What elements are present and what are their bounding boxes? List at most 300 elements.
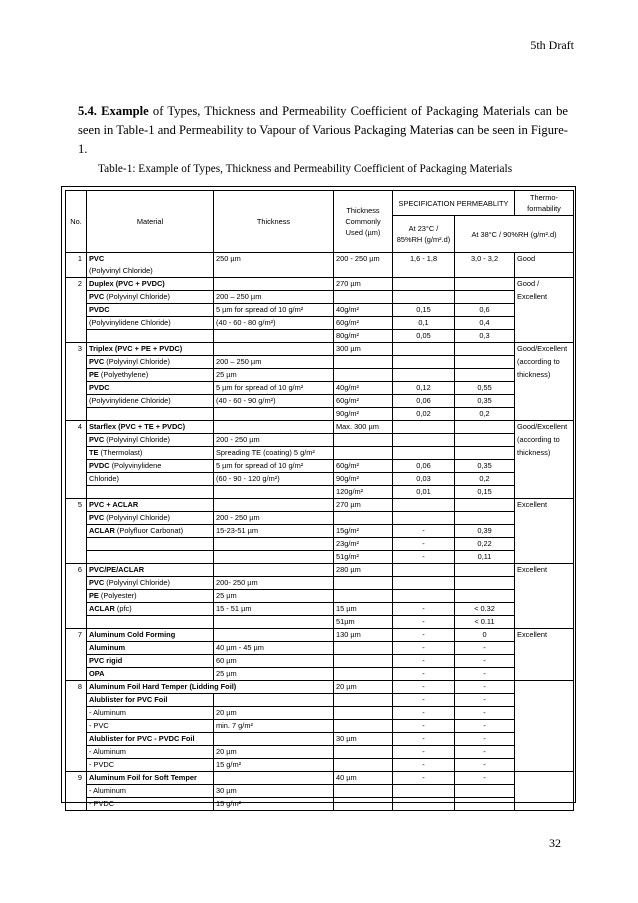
cell-perm-38 bbox=[455, 564, 515, 577]
cell-thickness-used bbox=[334, 265, 393, 278]
section-number: 5.4. bbox=[78, 104, 97, 118]
cell-perm-23 bbox=[393, 356, 455, 369]
cell-thickness: 5 µm for spread of 10 g/m² bbox=[214, 460, 334, 473]
table-row bbox=[66, 785, 574, 798]
table-row bbox=[66, 512, 574, 525]
cell-thickness-used: 40g/m² bbox=[334, 382, 393, 395]
cell-thickness-used: 90g/m² bbox=[334, 473, 393, 486]
cell-thickness-used bbox=[334, 759, 393, 772]
material-name: PE bbox=[89, 591, 99, 600]
header-thickness-used: Thickness Commonly Used (µm) bbox=[334, 191, 393, 253]
table-row bbox=[66, 447, 574, 460]
cell-perm-38: 3,0 - 3,2 bbox=[455, 253, 515, 266]
cell-thermoformability bbox=[515, 538, 574, 551]
cell-thermoformability: Excellent bbox=[515, 629, 574, 642]
cell-no bbox=[66, 707, 87, 720]
table-row bbox=[66, 551, 574, 564]
cell-perm-38 bbox=[455, 785, 515, 798]
cell-material bbox=[87, 278, 214, 291]
cell-thermoformability: (according to bbox=[515, 434, 574, 447]
table-row bbox=[66, 421, 574, 434]
table-row bbox=[66, 798, 574, 811]
header-no: No. bbox=[66, 191, 87, 253]
material-name: (Polyvinylidene Chloride) bbox=[89, 396, 171, 405]
cell-perm-38: - bbox=[455, 668, 515, 681]
cell-material bbox=[87, 343, 214, 356]
material-name: Triplex (PVC + PE + PVDC) bbox=[89, 344, 183, 353]
cell-thickness-used: 80g/m² bbox=[334, 330, 393, 343]
material-detail: (Thermolast) bbox=[98, 448, 143, 457]
cell-perm-38: - bbox=[455, 642, 515, 655]
cell-thickness-used: 60g/m² bbox=[334, 460, 393, 473]
cell-perm-38 bbox=[455, 356, 515, 369]
cell-perm-38 bbox=[455, 278, 515, 291]
table-row bbox=[66, 330, 574, 343]
material-name: Aluminum Cold Forming bbox=[89, 630, 176, 639]
cell-thickness: 25 µm bbox=[214, 590, 334, 603]
cell-thickness: 5 µm for spread of 10 g/m² bbox=[214, 382, 334, 395]
table-row bbox=[66, 525, 574, 538]
cell-material bbox=[87, 525, 214, 538]
table-row bbox=[66, 343, 574, 356]
table-row bbox=[66, 538, 574, 551]
cell-no bbox=[66, 655, 87, 668]
cell-perm-38: 0 bbox=[455, 629, 515, 642]
cell-thickness bbox=[214, 538, 334, 551]
cell-thermoformability bbox=[515, 577, 574, 590]
cell-thermoformability: Good bbox=[515, 253, 574, 266]
cell-thermoformability bbox=[515, 551, 574, 564]
table-frame bbox=[61, 186, 576, 808]
cell-thickness-used: 20 µm bbox=[334, 681, 393, 694]
cell-thickness: 250 µm bbox=[214, 253, 334, 266]
table-row bbox=[66, 253, 574, 266]
material-name: PVC bbox=[89, 357, 105, 366]
cell-no: 3 bbox=[66, 343, 87, 356]
cell-material bbox=[87, 590, 214, 603]
cell-material bbox=[87, 577, 214, 590]
material-name: Duplex (PVC + PVDC) bbox=[89, 279, 165, 288]
cell-no bbox=[66, 733, 87, 746]
material-name: - Aluminum bbox=[89, 747, 126, 756]
cell-no bbox=[66, 590, 87, 603]
cell-thickness: (40 - 60 - 90 g/m²) bbox=[214, 395, 334, 408]
cell-thermoformability bbox=[515, 395, 574, 408]
cell-thickness bbox=[214, 564, 334, 577]
cell-thermoformability bbox=[515, 473, 574, 486]
cell-material bbox=[87, 253, 214, 266]
cell-perm-38: - bbox=[455, 733, 515, 746]
material-name: TE bbox=[89, 448, 99, 457]
material-name: PVC/PE/ACLAR bbox=[89, 565, 145, 574]
cell-material bbox=[87, 759, 214, 772]
material-detail: (Polyvinyl Chloride) bbox=[104, 292, 170, 301]
cell-thickness: 5 µm for spread of 10 g/m² bbox=[214, 304, 334, 317]
table-row bbox=[66, 304, 574, 317]
cell-thickness-used: 23g/m² bbox=[334, 538, 393, 551]
cell-perm-23: 0,06 bbox=[393, 395, 455, 408]
cell-material bbox=[87, 603, 214, 616]
cell-perm-38 bbox=[455, 499, 515, 512]
cell-perm-38: 0,6 bbox=[455, 304, 515, 317]
material-name: Aluminum Foil Hard Temper (Lidding Foil) bbox=[89, 682, 237, 691]
cell-perm-38: - bbox=[455, 772, 515, 785]
cell-thickness bbox=[214, 408, 334, 421]
cell-perm-23: - bbox=[393, 772, 455, 785]
cell-thickness-used: 130 µm bbox=[334, 629, 393, 642]
table-row bbox=[66, 499, 574, 512]
cell-thermoformability bbox=[515, 265, 574, 278]
material-name: Starflex (PVC + TE + PVDC) bbox=[89, 422, 186, 431]
cell-perm-23 bbox=[393, 512, 455, 525]
cell-thermoformability bbox=[515, 798, 574, 811]
cell-thickness bbox=[214, 421, 334, 434]
cell-material bbox=[87, 733, 214, 746]
cell-thickness-used: 40g/m² bbox=[334, 304, 393, 317]
cell-no: 9 bbox=[66, 772, 87, 785]
cell-no: 7 bbox=[66, 629, 87, 642]
material-detail: (Polyfluor Carbonat) bbox=[114, 526, 184, 535]
table-row bbox=[66, 265, 574, 278]
cell-thermoformability bbox=[515, 694, 574, 707]
header-at-23: At 23°C / 85%RH (g/m².d) bbox=[393, 216, 455, 253]
cell-material bbox=[87, 512, 214, 525]
material-name: PVDC bbox=[89, 305, 110, 314]
cell-perm-38 bbox=[455, 512, 515, 525]
material-name: PVC bbox=[89, 254, 105, 263]
material-name: PVC + ACLAR bbox=[89, 500, 139, 509]
table-row bbox=[66, 668, 574, 681]
cell-thickness-used bbox=[334, 694, 393, 707]
cell-thermoformability bbox=[515, 603, 574, 616]
cell-thickness: min. 7 g/m² bbox=[214, 720, 334, 733]
cell-perm-23: 0,06 bbox=[393, 460, 455, 473]
cell-perm-23: - bbox=[393, 759, 455, 772]
table-row bbox=[66, 291, 574, 304]
cell-perm-23: 1,6 - 1,8 bbox=[393, 253, 455, 266]
cell-no bbox=[66, 356, 87, 369]
cell-thickness bbox=[214, 629, 334, 642]
draft-header: 5th Draft bbox=[530, 38, 574, 52]
material-detail: (Polyvinyl Chloride) bbox=[104, 357, 170, 366]
cell-thermoformability: Excellent bbox=[515, 499, 574, 512]
cell-thickness: 200 - 250 µm bbox=[214, 434, 334, 447]
cell-thickness-used bbox=[334, 512, 393, 525]
material-name: - Aluminum bbox=[89, 786, 126, 795]
cell-thermoformability bbox=[515, 772, 574, 785]
cell-material bbox=[87, 720, 214, 733]
cell-thickness-used bbox=[334, 291, 393, 304]
cell-thickness: (40 - 60 - 80 g/m²) bbox=[214, 317, 334, 330]
cell-thermoformability bbox=[515, 304, 574, 317]
table-body bbox=[66, 253, 574, 811]
table-row bbox=[66, 746, 574, 759]
cell-perm-23 bbox=[393, 447, 455, 460]
material-name: PVC rigid bbox=[89, 656, 123, 665]
cell-thickness bbox=[214, 486, 334, 499]
cell-thickness: 40 µm - 45 µm bbox=[214, 642, 334, 655]
cell-thickness-used: 280 µm bbox=[334, 564, 393, 577]
cell-thickness-used: 300 µm bbox=[334, 343, 393, 356]
cell-material bbox=[87, 473, 214, 486]
cell-perm-23: - bbox=[393, 746, 455, 759]
cell-thickness-used: 30 µm bbox=[334, 733, 393, 746]
cell-no bbox=[66, 447, 87, 460]
material-name: - PVC bbox=[89, 721, 109, 730]
table-row bbox=[66, 395, 574, 408]
material-name: (Polyvinylidene Chloride) bbox=[89, 318, 171, 327]
cell-perm-23 bbox=[393, 343, 455, 356]
table-row bbox=[66, 408, 574, 421]
cell-perm-38: - bbox=[455, 759, 515, 772]
cell-thickness-used bbox=[334, 655, 393, 668]
cell-perm-23 bbox=[393, 369, 455, 382]
cell-perm-23 bbox=[393, 577, 455, 590]
header-specification: SPECIFICATION PERMEABLITY bbox=[393, 191, 515, 216]
packaging-table bbox=[65, 190, 574, 811]
table-row bbox=[66, 655, 574, 668]
cell-thermoformability: thickness) bbox=[515, 447, 574, 460]
material-detail: (Polyethylene) bbox=[98, 370, 149, 379]
cell-no bbox=[66, 785, 87, 798]
cell-material bbox=[87, 317, 214, 330]
cell-thickness-used bbox=[334, 356, 393, 369]
material-detail: (pfc) bbox=[114, 604, 132, 613]
cell-thickness-used: 60g/m² bbox=[334, 317, 393, 330]
cell-thermoformability bbox=[515, 733, 574, 746]
cell-thickness bbox=[214, 551, 334, 564]
intro-bold-s: s bbox=[448, 123, 454, 137]
cell-material bbox=[87, 785, 214, 798]
cell-thermoformability bbox=[515, 785, 574, 798]
cell-material bbox=[87, 629, 214, 642]
cell-no bbox=[66, 291, 87, 304]
cell-perm-23 bbox=[393, 291, 455, 304]
material-detail: (Polyester) bbox=[98, 591, 137, 600]
cell-thermoformability bbox=[515, 317, 574, 330]
cell-thickness: 25 µm bbox=[214, 668, 334, 681]
table-caption: Table-1: Example of Types, Thickness and Permeability Coefficient of Packaging Materials bbox=[98, 163, 513, 175]
material-detail: (Polyvinyl Chloride) bbox=[104, 435, 170, 444]
cell-thickness-used bbox=[334, 668, 393, 681]
cell-thickness-used: 15 µm bbox=[334, 603, 393, 616]
cell-no bbox=[66, 577, 87, 590]
cell-thickness: 200- 250 µm bbox=[214, 577, 334, 590]
cell-thickness: 15 g/m² bbox=[214, 798, 334, 811]
cell-perm-23: - bbox=[393, 681, 455, 694]
cell-thermoformability: thickness) bbox=[515, 369, 574, 382]
cell-thickness: 20 µm bbox=[214, 707, 334, 720]
cell-material bbox=[87, 746, 214, 759]
cell-thermoformability bbox=[515, 720, 574, 733]
cell-no bbox=[66, 759, 87, 772]
cell-thermoformability bbox=[515, 382, 574, 395]
cell-material bbox=[87, 564, 214, 577]
table-row bbox=[66, 460, 574, 473]
cell-thickness bbox=[214, 772, 334, 785]
material-name: Chloride) bbox=[89, 474, 119, 483]
cell-perm-38 bbox=[455, 590, 515, 603]
cell-material bbox=[87, 499, 214, 512]
cell-thickness bbox=[214, 330, 334, 343]
cell-thermoformability: Good/Excellent bbox=[515, 421, 574, 434]
cell-perm-23: - bbox=[393, 655, 455, 668]
cell-thickness-used: 40 µm bbox=[334, 772, 393, 785]
cell-no bbox=[66, 525, 87, 538]
cell-no: 5 bbox=[66, 499, 87, 512]
cell-thickness-used: 51µm bbox=[334, 616, 393, 629]
header-thermoformability: Thermo-formability bbox=[515, 191, 574, 216]
cell-perm-23: - bbox=[393, 525, 455, 538]
cell-no bbox=[66, 616, 87, 629]
material-name: PVC bbox=[89, 292, 105, 301]
cell-thickness: 20 µm bbox=[214, 746, 334, 759]
table-row bbox=[66, 707, 574, 720]
cell-material bbox=[87, 291, 214, 304]
cell-perm-38 bbox=[455, 421, 515, 434]
cell-thickness-used: 120g/m² bbox=[334, 486, 393, 499]
cell-thickness-used: 200 - 250 µm bbox=[334, 253, 393, 266]
cell-no bbox=[66, 382, 87, 395]
cell-perm-38 bbox=[455, 343, 515, 356]
cell-perm-23: - bbox=[393, 642, 455, 655]
cell-perm-38: - bbox=[455, 707, 515, 720]
cell-perm-38: 0,2 bbox=[455, 473, 515, 486]
cell-thermoformability: Excellent bbox=[515, 291, 574, 304]
cell-perm-23: - bbox=[393, 694, 455, 707]
cell-perm-38: 0,22 bbox=[455, 538, 515, 551]
cell-no bbox=[66, 798, 87, 811]
table-row bbox=[66, 486, 574, 499]
cell-material bbox=[87, 395, 214, 408]
table-row bbox=[66, 629, 574, 642]
cell-perm-38: 0,15 bbox=[455, 486, 515, 499]
cell-material bbox=[87, 447, 214, 460]
cell-material bbox=[87, 408, 214, 421]
table-row bbox=[66, 681, 574, 694]
table-header bbox=[66, 191, 574, 253]
cell-thermoformability bbox=[515, 668, 574, 681]
material-name: Alublister for PVC - PVDC Foil bbox=[89, 734, 195, 743]
material-name: PVC bbox=[89, 578, 105, 587]
cell-perm-38: 0,4 bbox=[455, 317, 515, 330]
cell-material bbox=[87, 265, 214, 278]
cell-no: 1 bbox=[66, 253, 87, 266]
cell-thermoformability: Good/Excellent bbox=[515, 343, 574, 356]
cell-perm-23: 0,03 bbox=[393, 473, 455, 486]
cell-thickness: (60 - 90 - 120 g/m²) bbox=[214, 473, 334, 486]
cell-perm-23: - bbox=[393, 603, 455, 616]
cell-no bbox=[66, 369, 87, 382]
cell-perm-23: 0,01 bbox=[393, 486, 455, 499]
cell-perm-38 bbox=[455, 447, 515, 460]
cell-perm-23 bbox=[393, 265, 455, 278]
table-row bbox=[66, 733, 574, 746]
cell-material bbox=[87, 551, 214, 564]
cell-material bbox=[87, 694, 214, 707]
table-row bbox=[66, 603, 574, 616]
cell-perm-38 bbox=[455, 265, 515, 278]
cell-material bbox=[87, 421, 214, 434]
cell-thermoformability bbox=[515, 655, 574, 668]
cell-thickness-used bbox=[334, 577, 393, 590]
material-name: ACLAR bbox=[89, 604, 115, 613]
cell-thickness-used bbox=[334, 785, 393, 798]
cell-perm-23 bbox=[393, 499, 455, 512]
cell-no bbox=[66, 395, 87, 408]
cell-thickness: 15 g/m² bbox=[214, 759, 334, 772]
cell-perm-38: - bbox=[455, 681, 515, 694]
table-row bbox=[66, 759, 574, 772]
cell-thermoformability bbox=[515, 460, 574, 473]
cell-perm-23: - bbox=[393, 707, 455, 720]
material-name: - Aluminum bbox=[89, 708, 126, 717]
cell-perm-23: - bbox=[393, 629, 455, 642]
cell-thickness-used bbox=[334, 720, 393, 733]
material-name: (Polyvinyl Chloride) bbox=[89, 266, 153, 275]
table-row bbox=[66, 772, 574, 785]
cell-thickness-used bbox=[334, 707, 393, 720]
cell-material bbox=[87, 668, 214, 681]
cell-no bbox=[66, 551, 87, 564]
cell-thickness bbox=[214, 278, 334, 291]
cell-no bbox=[66, 486, 87, 499]
table-row bbox=[66, 434, 574, 447]
cell-thickness: 200 – 250 µm bbox=[214, 356, 334, 369]
cell-thickness: 15 - 51 µm bbox=[214, 603, 334, 616]
cell-thermoformability bbox=[515, 616, 574, 629]
cell-perm-23: - bbox=[393, 538, 455, 551]
cell-perm-38: 0,2 bbox=[455, 408, 515, 421]
cell-thermoformability bbox=[515, 486, 574, 499]
cell-thickness-used: 15g/m² bbox=[334, 525, 393, 538]
cell-thickness-used bbox=[334, 642, 393, 655]
cell-perm-23: 0,05 bbox=[393, 330, 455, 343]
table-row bbox=[66, 590, 574, 603]
cell-perm-23: - bbox=[393, 616, 455, 629]
table-row bbox=[66, 382, 574, 395]
cell-thermoformability bbox=[515, 330, 574, 343]
table-row bbox=[66, 616, 574, 629]
cell-no bbox=[66, 694, 87, 707]
cell-perm-23: - bbox=[393, 551, 455, 564]
cell-material bbox=[87, 460, 214, 473]
table-row bbox=[66, 278, 574, 291]
cell-material bbox=[87, 356, 214, 369]
cell-perm-23: 0,1 bbox=[393, 317, 455, 330]
example-keyword: Example bbox=[101, 104, 149, 118]
cell-thickness bbox=[214, 616, 334, 629]
cell-thickness-used bbox=[334, 369, 393, 382]
cell-no bbox=[66, 317, 87, 330]
cell-no bbox=[66, 720, 87, 733]
table-row bbox=[66, 356, 574, 369]
cell-perm-23: - bbox=[393, 720, 455, 733]
cell-perm-38 bbox=[455, 291, 515, 304]
cell-perm-38: 0,3 bbox=[455, 330, 515, 343]
table-row bbox=[66, 577, 574, 590]
table-row bbox=[66, 720, 574, 733]
cell-material bbox=[87, 681, 334, 694]
header-at-38: At 38°C / 90%RH (g/m².d) bbox=[455, 216, 574, 253]
cell-thickness bbox=[214, 694, 334, 707]
cell-no bbox=[66, 538, 87, 551]
cell-no: 4 bbox=[66, 421, 87, 434]
material-name: - PVDC bbox=[89, 799, 115, 808]
material-name: PVDC bbox=[89, 461, 110, 470]
cell-thickness: 30 µm bbox=[214, 785, 334, 798]
cell-thickness bbox=[214, 499, 334, 512]
